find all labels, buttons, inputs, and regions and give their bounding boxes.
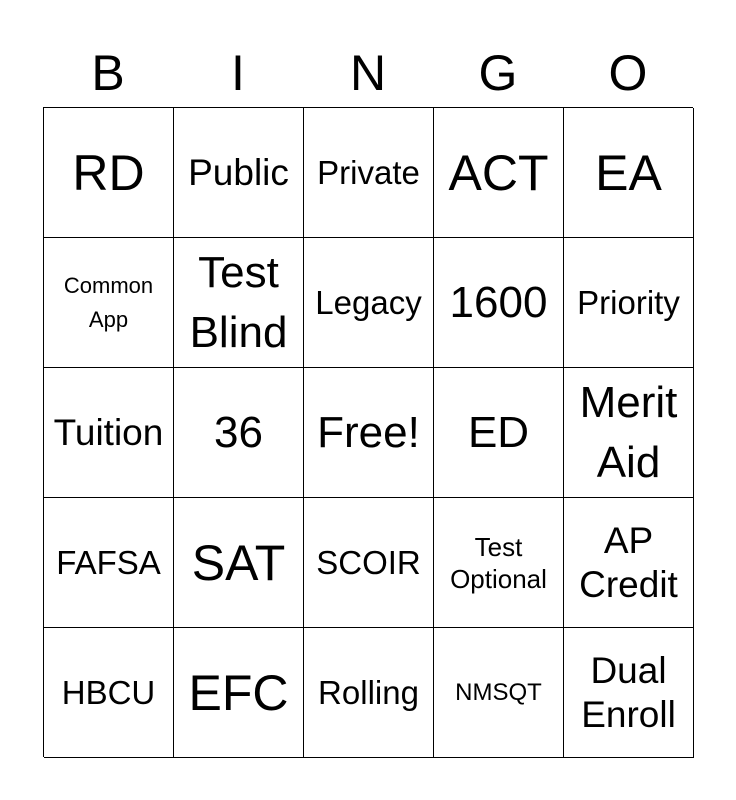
header-letter-n: N	[349, 45, 387, 101]
bingo-cell[interactable]	[304, 368, 434, 498]
bingo-cell[interactable]	[434, 628, 564, 758]
header-letter-g: G	[478, 45, 518, 101]
bingo-cell[interactable]	[174, 368, 304, 498]
bingo-cell-label: RD	[72, 144, 145, 201]
bingo-cell-label: EA	[595, 144, 662, 201]
bingo-cell[interactable]	[434, 498, 564, 628]
bingo-header	[43, 38, 693, 108]
bingo-cell[interactable]	[304, 108, 434, 238]
bingo-cell-label: Free!	[317, 407, 420, 457]
bingo-cell-label: EFC	[188, 664, 289, 721]
bingo-cell[interactable]	[564, 238, 694, 368]
bingo-cell-label: SAT	[191, 534, 286, 591]
bingo-cell-label: Legacy	[315, 283, 422, 321]
bingo-cell[interactable]	[564, 628, 694, 758]
bingo-cell[interactable]	[564, 368, 694, 498]
bingo-cell[interactable]	[174, 628, 304, 758]
bingo-cell[interactable]	[434, 108, 564, 238]
bingo-cell-label: NMSQT	[455, 678, 542, 706]
bingo-cell-label: Test Optional	[450, 531, 547, 594]
bingo-cell[interactable]	[44, 238, 174, 368]
bingo-cell-label: ACT	[448, 144, 549, 201]
bingo-cell[interactable]	[44, 628, 174, 758]
bingo-cell-label: HBCU	[61, 673, 156, 711]
bingo-cell-label: Rolling	[318, 673, 419, 711]
bingo-cell[interactable]	[174, 238, 304, 368]
bingo-cell[interactable]	[304, 628, 434, 758]
bingo-cell[interactable]	[44, 108, 174, 238]
bingo-cell-label: Dual Enroll	[581, 649, 676, 735]
bingo-cell-label: 1600	[449, 277, 548, 327]
bingo-cell[interactable]	[564, 108, 694, 238]
bingo-cell-label: AP Credit	[579, 519, 678, 605]
bingo-cell-label: ED	[467, 407, 530, 457]
bingo-cell[interactable]	[434, 238, 564, 368]
bingo-cell[interactable]	[44, 498, 174, 628]
bingo-cell[interactable]	[434, 368, 564, 498]
bingo-cell-label: Tuition	[53, 411, 164, 453]
bingo-cell-label: Private	[317, 153, 420, 191]
bingo-cell-label: Priority	[577, 283, 680, 321]
bingo-cell-label: SCOIR	[316, 543, 421, 581]
bingo-cell-label: Common App	[63, 272, 154, 332]
bingo-cell[interactable]	[304, 238, 434, 368]
bingo-board	[43, 107, 693, 757]
bingo-cell[interactable]	[304, 498, 434, 628]
bingo-cell[interactable]	[564, 498, 694, 628]
bingo-cell[interactable]	[174, 108, 304, 238]
bingo-cell-label: 36	[214, 407, 263, 457]
bingo-cell-label: FAFSA	[56, 543, 161, 581]
header-letter-o: O	[608, 45, 648, 101]
bingo-cell[interactable]	[174, 498, 304, 628]
bingo-cell-label: Test Blind	[189, 247, 288, 357]
bingo-cell[interactable]	[44, 368, 174, 498]
header-letter-b: B	[91, 45, 125, 101]
header-letter-i: I	[231, 45, 245, 101]
bingo-cell-label: Merit Aid	[579, 377, 678, 487]
bingo-cell-label: Public	[188, 151, 289, 193]
